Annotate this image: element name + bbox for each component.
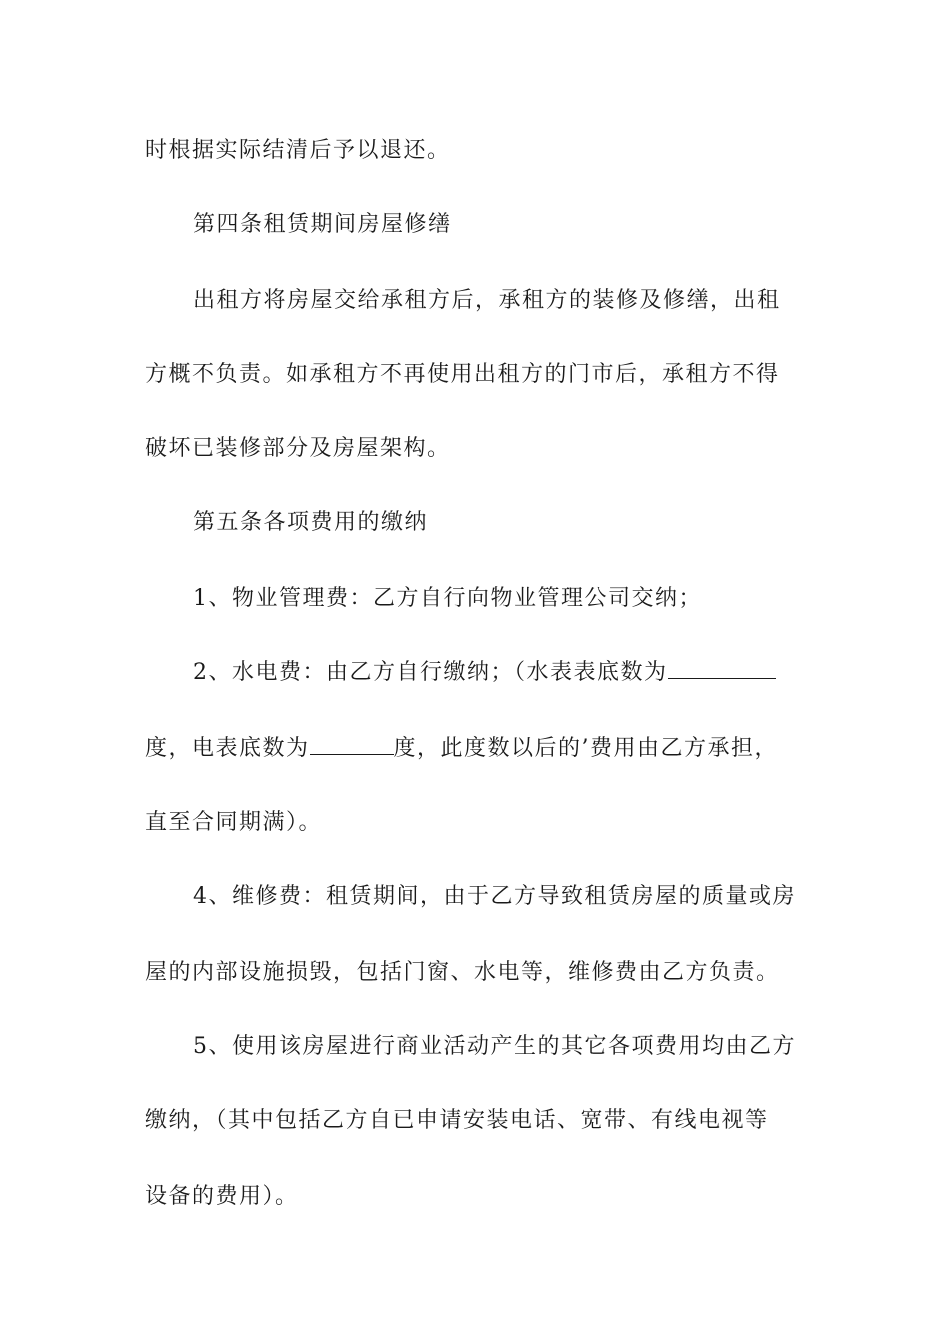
list-item: 1、物业管理费：乙方自行向物业管理公司交纳；	[193, 586, 702, 611]
paragraph-line: 设备的费用）。	[145, 1184, 299, 1209]
paragraph-line: 屋的内部设施损毁，包括门窗、水电等，维修费由乙方负责。	[145, 960, 780, 985]
list-item: 5、使用该房屋进行商业活动产生的其它各项费用均由乙方	[193, 1034, 796, 1059]
paragraph-line: 直至合同期满）。	[145, 810, 323, 835]
paragraph-line: 方概不负责。如承租方不再使用出租方的门市后，承租方不得	[145, 362, 780, 387]
paragraph-line	[145, 729, 805, 769]
list-item-text: 2、水电费：由乙方自行缴纳；（水表表底数为	[193, 660, 668, 685]
paragraph-line: 破坏已装修部分及房屋架构。	[145, 436, 451, 461]
paragraph-line: 时根据实际结清后予以退还。	[145, 138, 451, 163]
list-item: 4、维修费：租赁期间，由于乙方导致租赁房屋的质量或房	[193, 884, 796, 909]
blank-underline	[668, 654, 776, 679]
article-heading: 第四条租赁期间房屋修缮	[193, 212, 452, 237]
paragraph-text: 度，电表底数为	[145, 736, 310, 761]
blank-underline	[310, 730, 394, 755]
paragraph-line: 出租方将房屋交给承租方后，承租方的装修及修缮，出租	[193, 288, 781, 313]
paragraph-line: 缴纳，（其中包括乙方自已申请安装电话、宽带、有线电视等	[145, 1108, 769, 1133]
list-item	[193, 653, 805, 693]
article-heading: 第五条各项费用的缴纳	[193, 510, 429, 535]
paragraph-text: 度，此度数以后的’费用由乙方承担，	[393, 736, 779, 761]
